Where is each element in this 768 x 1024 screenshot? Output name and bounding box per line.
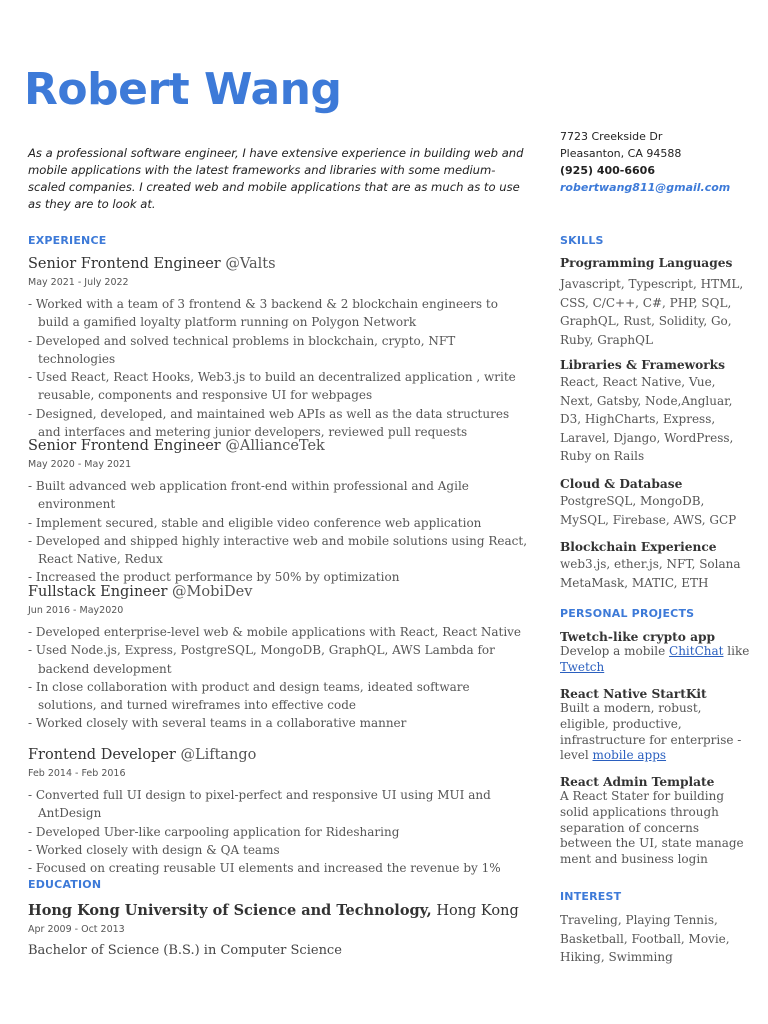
skill-group-text: PostgreSQL, MongoDB, MySQL, Firebase, AWS, GCP: [560, 494, 737, 527]
skill-group-text: Javascript, Typescript, HTML, CSS, C/C++, C#, PHP, SQL, GraphQL, Rust, Solidity, Go, Ruby, GraphQL: [560, 277, 744, 347]
chitchat-link[interactable]: ChitChat: [669, 644, 724, 658]
skill-group-title: Libraries & Frameworks: [560, 358, 725, 372]
bullet-item: - Worked with a team of 3 frontend & 3 backend & 2 blockchain engineers to build a gamified loyalty platform running on Polygon Network: [28, 295, 528, 332]
job-company: @AllianceTek: [220, 438, 325, 454]
project-description: [560, 701, 752, 764]
bullet-item: - Developed Uber-like carpooling application for Ridesharing: [28, 823, 528, 841]
mobile-apps-link[interactable]: mobile apps: [592, 748, 667, 763]
job-bullets: [28, 623, 528, 733]
education-degree: Bachelor of Science (B.S.) in Computer Science: [28, 943, 342, 958]
project-text: like: [723, 644, 750, 658]
project-entry: [560, 630, 752, 676]
skill-group: [560, 477, 750, 529]
job-title: [28, 584, 528, 600]
twetch-link[interactable]: Twetch: [560, 659, 605, 674]
email-link[interactable]: robertwang811@gmail.com: [560, 181, 731, 194]
phone-number: (925) 400-6606: [560, 164, 655, 177]
bullet-item: - Built advanced web application front-end within professional and Agile environment: [28, 477, 528, 514]
school-name: Hong Kong University of Science and Technology,: [28, 902, 432, 919]
project-entry: [560, 687, 752, 764]
job-dates: May 2021 - July 2022: [28, 277, 129, 288]
project-title: Twetch-like crypto app: [560, 630, 716, 644]
job-company: @MobiDev: [167, 584, 253, 600]
project-entry: [560, 775, 752, 868]
address-line-1: 7723 Creekside Dr: [560, 130, 663, 143]
bullet-item: - Developed and solved technical problems in blockchain, crypto, NFT technologies: [28, 332, 528, 369]
bullet-item: - Worked closely with several teams in a collaborative manner: [28, 714, 528, 732]
resume-name: Robert Wang: [24, 64, 342, 115]
job-company: @Valts: [220, 256, 276, 272]
bullet-item: - Focused on creating reusable UI elements and increased the revenue by 1%: [28, 859, 528, 877]
job-entry: [28, 584, 528, 733]
job-bullets: [28, 786, 528, 877]
project-description: A React Stater for building solid applications through separation of concerns between the UI, state manage ment and business login: [560, 789, 744, 867]
job-dates: May 2020 - May 2021: [28, 459, 132, 470]
job-company: @Liftango: [175, 747, 257, 763]
job-dates: Jun 2016 - May2020: [28, 605, 124, 616]
skill-group-title: Blockchain Experience: [560, 540, 717, 554]
experience-heading: EXPERIENCE: [28, 234, 107, 247]
job-entry: [28, 438, 528, 587]
job-entry: [28, 747, 528, 877]
skill-group-text: React, React Native, Vue, Next, Gatsby, Node,Angluar, D3, HighCharts, Express, Laravel, Django, WordPress, Ruby on Rails: [560, 375, 734, 463]
job-dates: Feb 2014 - Feb 2016: [28, 768, 126, 779]
job-title: [28, 256, 528, 272]
address-line-2: Pleasanton, CA 94588: [560, 147, 682, 160]
bullet-item: - Worked closely with design & QA teams: [28, 841, 528, 859]
job-bullets: [28, 295, 528, 441]
job-title: [28, 747, 528, 763]
education-entry: [28, 902, 528, 958]
bullet-item: - Used Node.js, Express, PostgreSQL, MongoDB, GraphQL, AWS Lambda for backend development: [28, 641, 528, 678]
projects-heading: PERSONAL PROJECTS: [560, 607, 695, 620]
bullet-item: - Increased the product performance by 50% by optimization: [28, 568, 528, 586]
job-entry: [28, 256, 528, 441]
project-description: [560, 644, 752, 676]
skill-group-title: Programming Languages: [560, 256, 733, 270]
skill-group: [560, 540, 750, 592]
education-heading: EDUCATION: [28, 878, 102, 891]
job-title: [28, 438, 528, 454]
interest-heading: INTEREST: [560, 890, 622, 903]
skill-group-title: Cloud & Database: [560, 477, 683, 491]
job-role: Senior Frontend Engineer: [28, 438, 221, 454]
job-role: Fullstack Engineer: [28, 584, 168, 600]
bullet-item: - Designed, developed, and maintained web APIs as well as the data structures and interfaces and metering junior developers, reviewed pull requests: [28, 405, 528, 442]
bullet-item: - Implement secured, stable and eligible video conference web application: [28, 514, 528, 532]
project-title: React Native StartKit: [560, 687, 707, 701]
bullet-item: - Used React, React Hooks, Web3.js to build an decentralized application , write reusable, components and responsive UI for webpages: [28, 368, 528, 405]
skill-group-text: web3.js, ether.js, NFT, Solana MetaMask, MATIC, ETH: [560, 557, 741, 590]
bullet-item: - In close collaboration with product and design teams, ideated software solutions, and turned wireframes into effective code: [28, 678, 528, 715]
skills-heading: SKILLS: [560, 234, 604, 247]
bullet-item: - Developed and shipped highly interactive web and mobile solutions using React, React Native, Redux: [28, 532, 528, 569]
job-bullets: [28, 477, 528, 587]
bullet-item: - Converted full UI design to pixel-perfect and responsive UI using MUI and AntDesign: [28, 786, 528, 823]
summary-text: As a professional software engineer, I have extensive experience in building web and mobile applications with the latest frameworks and libraries with some medium-scaled companies. I created web and mobile applications that are as much as to use as they are to look at.: [28, 146, 524, 211]
contact-block: [560, 128, 760, 196]
bullet-item: - Developed enterprise-level web & mobile applications with React, React Native: [28, 623, 528, 641]
skill-group: [560, 358, 750, 466]
project-title: React Admin Template: [560, 775, 715, 789]
project-text: Develop a mobile: [560, 644, 670, 658]
interest-text: Traveling, Playing Tennis, Basketball, Football, Movie, Hiking, Swimming: [560, 913, 730, 964]
job-role: Frontend Developer: [28, 747, 176, 763]
project-text: Built a modern, robust, eligible, productive, infrastructure for enterprise -level: [560, 701, 742, 763]
education-school-line: [28, 902, 528, 919]
job-role: Senior Frontend Engineer: [28, 256, 221, 272]
education-dates: Apr 2009 - Oct 2013: [28, 924, 125, 935]
skill-group: [560, 256, 750, 349]
school-location: Hong Kong: [431, 903, 519, 919]
